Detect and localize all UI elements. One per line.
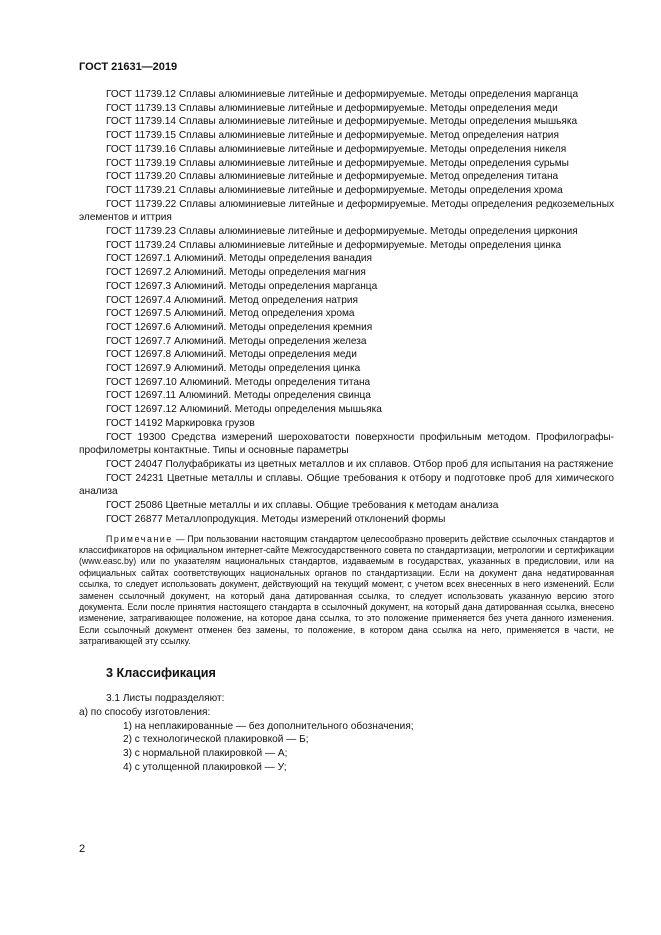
note-text: — При пользовании настоящим стандартом целесообразно проверить действие ссылочных стандартов и классификаторов на официальном интернет-сайте Межгосударственного совета по стандартизации, метрологии и сертификации (www.easc.by) или по указателям национальных стандартов, издаваемым в государствах, указанных в предисловии, или на официальных сайтах соответствующих национальных органов по стандартизации. Если на документ дана недатированная ссылка, то следует использовать документ, действующий на текущий момент, с учетом всех внесенных в него изменений. Если заменен ссылочный документ, на который дана датированная ссылка, то следует использовать указанную версию этого документа. Если после принятия настоящего стандарта в ссылочный документ, на который дана датированная ссылка, внесено изменение, затрагивающее положение, на которое дана ссылка, то это положение применяется без учета данного изменения. Если ссылочный документ отменен без замены, то положение, в котором дана ссылка на него, применяется в части, не затрагивающей эту ссылку. (79, 533, 614, 647)
note-label: Примечание (106, 533, 173, 544)
reference-item: ГОСТ 11739.19 Сплавы алюминиевые литейные и деформируемые. Методы определения сурьмы (106, 157, 569, 169)
reference-item: ГОСТ 12697.12 Алюминий. Методы определения мышьяка (106, 404, 382, 416)
list-item: 3) с нормальной плакировкой — А; (123, 748, 288, 760)
reference-item: ГОСТ 24231 Цветные металлы и сплавы. Общие требования к отбору и подготовке проб для химического анализа (79, 472, 614, 498)
reference-item: ГОСТ 12697.11 Алюминий. Методы определения свинца (106, 390, 371, 402)
document-header: ГОСТ 21631—2019 (79, 61, 178, 73)
reference-item: ГОСТ 26877 Металлопродукция. Методы измерений отклонений формы (106, 513, 446, 525)
reference-item: ГОСТ 12697.1 Алюминий. Методы определения ванадия (106, 253, 373, 265)
reference-item: ГОСТ 11739.14 Сплавы алюминиевые литейные и деформируемые. Методы определения мышьяка (106, 116, 578, 128)
reference-item: ГОСТ 19300 Средства измерений шероховатости поверхности профильным методом. Профилографы-профилометры контактные. Типы и основные параметры (79, 431, 614, 457)
reference-item: ГОСТ 12697.5 Алюминий. Метод определения хрома (106, 308, 355, 320)
note-paragraph (79, 534, 614, 648)
reference-item: ГОСТ 12697.4 Алюминий. Метод определения натрия (106, 294, 359, 306)
references-list (79, 88, 614, 527)
reference-item: ГОСТ 12697.6 Алюминий. Методы определения кремния (106, 321, 373, 333)
reference-item: ГОСТ 11739.20 Сплавы алюминиевые литейные и деформируемые. Метод определения титана (106, 171, 559, 183)
page-content (79, 88, 614, 774)
clause-intro: 3.1 Листы подразделяют: (106, 693, 225, 705)
reference-item: ГОСТ 11739.22 Сплавы алюминиевые литейные и деформируемые. Методы определения редкоземельных элементов и иттрия (79, 198, 614, 224)
reference-item: ГОСТ 11739.12 Сплавы алюминиевые литейные и деформируемые. Методы определения марганца (106, 89, 579, 100)
reference-item: ГОСТ 12697.9 Алюминий. Методы определения цинка (106, 363, 361, 375)
reference-item: ГОСТ 12697.3 Алюминий. Методы определения марганца (106, 280, 378, 292)
reference-item: ГОСТ 25086 Цветные металлы и их сплавы. Общие требования к методам анализа (106, 500, 499, 512)
reference-item: ГОСТ 24047 Полуфабрикаты из цветных металлов и их сплавов. Отбор проб для испытания на растяжение (106, 458, 614, 470)
subclause-a: а) по способу изготовления: (79, 706, 211, 718)
page-number: 2 (79, 843, 86, 855)
reference-item: ГОСТ 12697.7 Алюминий. Методы определения железа (106, 335, 367, 347)
reference-item: ГОСТ 11739.15 Сплавы алюминиевые литейные и деформируемые. Метод определения натрия (106, 130, 559, 142)
reference-item: ГОСТ 12697.8 Алюминий. Методы определения меди (106, 349, 357, 361)
list-item: 2) с технологической плакировкой — Б; (123, 734, 309, 746)
reference-item: ГОСТ 11739.13 Сплавы алюминиевые литейные и деформируемые. Методы определения меди (106, 102, 558, 114)
reference-item: ГОСТ 14192 Маркировка грузов (106, 417, 255, 429)
reference-item: ГОСТ 12697.2 Алюминий. Методы определения магния (106, 267, 366, 279)
reference-item: ГОСТ 11739.21 Сплавы алюминиевые литейные и деформируемые. Методы определения хрома (106, 184, 563, 196)
list-item: 1) на неплакированные — без дополнительного обозначения; (123, 720, 414, 732)
list-item: 4) с утолщенной плакировкой — У; (123, 761, 287, 773)
section-title: 3 Классификация (106, 665, 216, 680)
reference-item: ГОСТ 12697.10 Алюминий. Методы определения титана (106, 376, 371, 388)
reference-item: ГОСТ 11739.23 Сплавы алюминиевые литейные и деформируемые. Методы определения циркония (106, 226, 578, 238)
reference-item: ГОСТ 11739.16 Сплавы алюминиевые литейные и деформируемые. Методы определения никеля (106, 143, 567, 155)
reference-item: ГОСТ 11739.24 Сплавы алюминиевые литейные и деформируемые. Методы определения цинка (106, 239, 562, 251)
